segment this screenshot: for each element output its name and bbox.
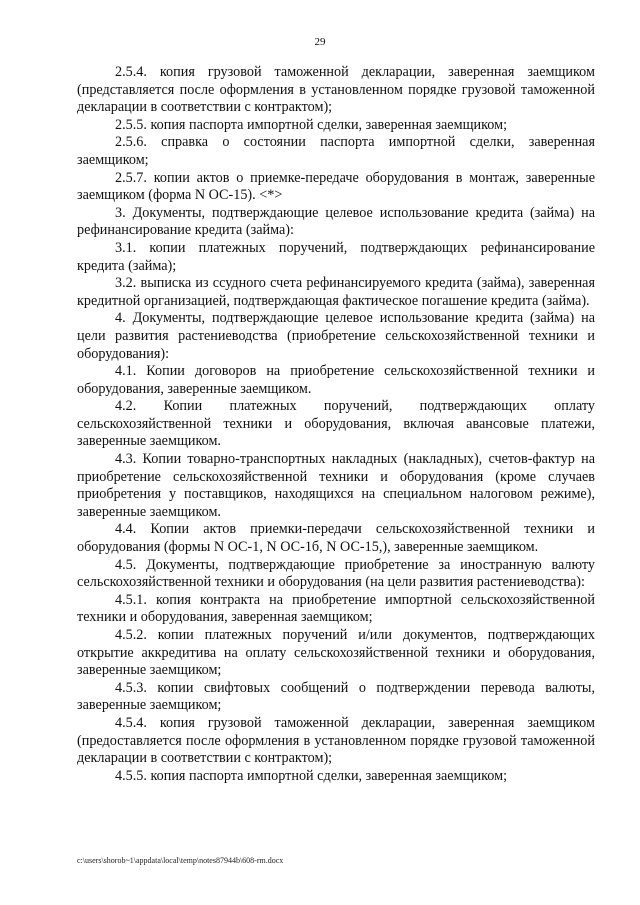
paragraph-4-5-3: 4.5.3. копии свифтовых сообщений о подтверждении перевода валюты, заверенные заемщиком;: [77, 679, 595, 714]
paragraph-2-5-6: 2.5.6. справка о состоянии паспорта импортной сделки, заверенная заемщиком;: [77, 134, 595, 168]
paragraph-4-5: 4.5. Документы, подтверждающие приобретение за иностранную валюту сельскохозяйственной техники и оборудования (на цели развития растениеводства):: [77, 556, 595, 591]
footer-file-path: c:\users\shorob~1\appdata\local\temp\notes87944b\608-rm.docx: [77, 856, 284, 865]
paragraph-4-5-5: 4.5.5. копия паспорта импортной сделки, заверенная заемщиком;: [115, 767, 508, 784]
paragraph-2-5-7: 2.5.7. копии актов о приемке-передаче оборудования в монтаж, заверенные заемщиком (форма N ОС-15). <*>: [77, 169, 595, 204]
paragraph-4-4: 4.4. Копии актов приемки-передачи сельскохозяйственной техники и оборудования (формы N ОС-1, N ОС-1б, N ОС-15,), заверенные заемщиком.: [77, 521, 595, 556]
paragraph-3: 3. Документы, подтверждающие целевое использование кредита (займа) на рефинансирование кредита (займа):: [77, 204, 595, 239]
paragraph-3-2: 3.2. выписка из ссудного счета рефинансируемого кредита (займа), заверенная кредитной организацией, подтверждающая фактическое погашение кредита (займа).: [77, 275, 595, 309]
paragraph-4-1: 4.1. Копии договоров на приобретение сельскохозяйственной техники и оборудования, заверенные заемщиком.: [77, 363, 595, 397]
paragraph-4-2: 4.2. Копии платежных поручений, подтверждающих оплату сельскохозяйственной техники и оборудования, включая авансовые платежи, заверенные заемщиком.: [77, 398, 595, 450]
paragraph-4-5-4: 4.5.4. копия грузовой таможенной декларации, заверенная заемщиком (предоставляется после оформления в установленном порядке грузовой таможенной декларации в соответствии с контрактом);: [77, 714, 595, 767]
paragraph-2-5-5: 2.5.5. копия паспорта импортной сделки, заверенная заемщиком;: [115, 116, 508, 133]
paragraph-4-3: 4.3. Копии товарно-транспортных накладных (накладных), счетов-фактур на приобретение сельскохозяйственной техники и оборудования (кроме случаев приобретения у поставщиков, находящихся на специальном налоговом режиме), заверенные заемщиком.: [77, 451, 595, 520]
paragraph-4: 4. Документы, подтверждающие целевое использование кредита (займа) на цели развития растениеводства (приобретение сельскохозяйственной техники и оборудования):: [77, 310, 595, 362]
paragraph-4-5-2: 4.5.2. копии платежных поручений и/или документов, подтверждающих открытие аккредитива на оплату сельскохозяйственной техники и оборудования, заверенные заемщиком;: [77, 627, 595, 679]
paragraph-4-5-1: 4.5.1. копия контракта на приобретение импортной сельскохозяйственной техники и оборудования, заверенная заемщиком;: [77, 591, 595, 626]
paragraph-3-1: 3.1. копии платежных поручений, подтверждающих рефинансирование кредита (займа);: [77, 239, 595, 274]
page-number: 29: [314, 36, 326, 48]
paragraph-2-5-4: 2.5.4. копия грузовой таможенной декларации, заверенная заемщиком (представляется после оформления в установленном порядке грузовой таможенной декларации в соответствии с контрактом);: [77, 64, 595, 116]
document-body: [77, 64, 595, 785]
